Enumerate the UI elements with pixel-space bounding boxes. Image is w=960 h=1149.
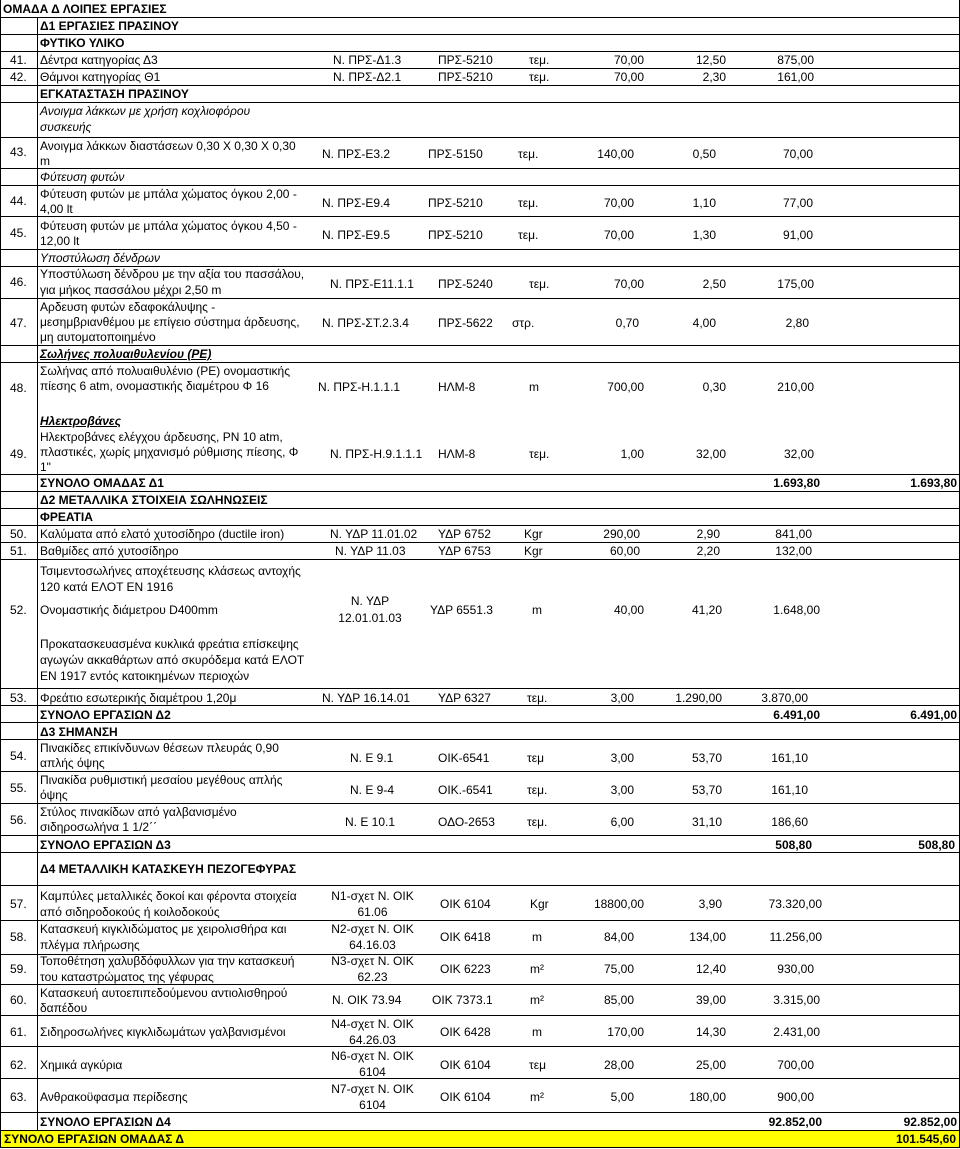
row-article: Ν. Ε 9-4 [350, 783, 395, 797]
rule [0, 525, 960, 526]
row-number: 57. [10, 897, 27, 911]
row-number: 55. [10, 781, 27, 795]
row-total: 77,00 [782, 196, 813, 210]
rule [0, 920, 960, 921]
row-quantity: 60,00 [609, 544, 640, 558]
row-number: 43. [10, 145, 27, 159]
row-article: Ν6-σχετ Ν. ΟΙΚ [331, 1049, 414, 1063]
rule [0, 722, 960, 723]
row-total: 930,00 [777, 962, 814, 976]
row-description: Ονομαστικής διάμετρου D400mm [40, 603, 218, 617]
rule [0, 1112, 960, 1113]
row-unit-price: 32,00 [695, 447, 726, 461]
row-quantity: 0,70 [615, 316, 639, 330]
row-description: πλαστικές, χωρίς μηχανισμό ρύθμισης πίεσης, Φ [40, 445, 299, 459]
row-unit: τεμ. [527, 783, 548, 797]
d1-sub-plant: ΦΥΤΙΚΟ ΥΛΙΚΟ [40, 36, 125, 50]
row-total: 161,10 [771, 783, 808, 797]
row-description: Φρεάτιο εσωτερικής διαμέτρου 1,20μ [40, 691, 237, 705]
row-total: 91,00 [782, 228, 813, 242]
rule [0, 216, 960, 217]
d4-subtotal-value: 92.852,00 [768, 1115, 822, 1129]
row-quantity: 140,00 [597, 147, 634, 161]
row-unit: τεμ. [529, 447, 550, 461]
row-description: απλής όψης [40, 756, 105, 770]
row-total: 2.431,00 [773, 1025, 820, 1039]
row-code: ΥΔΡ 6752 [438, 527, 491, 541]
row-total: 161,00 [777, 70, 814, 84]
d2-sub: ΦΡΕΑΤΙΑ [40, 510, 93, 524]
row-description: Δέντρα κατηγορίας Δ3 [40, 53, 158, 67]
row-unit: m [532, 1025, 542, 1039]
row-description: 120 κατά ΕΛΟΤ ΕΝ 1916 [40, 580, 174, 594]
row-total: 700,00 [777, 1058, 814, 1072]
row-unit: τεμ. [527, 691, 548, 705]
d4-subtotal-total: 92.852,00 [903, 1115, 957, 1129]
row-quantity: 75,00 [603, 962, 634, 976]
row-unit-price: 53,70 [691, 783, 722, 797]
row-number: 51. [10, 544, 27, 558]
row-total: 900,00 [777, 1090, 814, 1104]
rule [0, 51, 960, 52]
row-quantity: 70,00 [613, 53, 644, 67]
row-unit: m [532, 930, 542, 944]
row-total: 186,60 [771, 815, 808, 829]
row-total: 1.648,00 [773, 603, 820, 617]
italic-support: Υποστύλωση δένδρων [40, 251, 161, 265]
row-article: 62.23 [357, 970, 388, 984]
row-total: 32,00 [783, 447, 814, 461]
d3-subtotal-total: 508,80 [918, 838, 955, 852]
row-article: Ν. ΥΔΡ 11.03 [335, 544, 406, 558]
row-unit-price: 4,00 [692, 316, 716, 330]
row-description: Κατασκευή κιγκλιδώματος με χειρολισθήρα και [40, 922, 287, 936]
rule [0, 1015, 960, 1016]
row-quantity: 3,00 [610, 691, 634, 705]
row-description: Κατασκευή αυτοεπιπεδούμενου αντιολισθηρού [40, 986, 288, 1000]
row-article: Ν. ΠΡΣ-Ε11.1.1 [330, 277, 414, 291]
italic-planting: Φύτευση φυτών [40, 170, 125, 184]
row-code: ΟΙΚ 6104 [440, 897, 491, 911]
row-number: 63. [10, 1090, 27, 1104]
row-description: 1" [40, 460, 51, 474]
row-unit-price: 2,30 [702, 70, 726, 84]
row-number: 48. [10, 381, 27, 395]
row-total: 3.870,00 [761, 691, 808, 705]
rule [0, 984, 960, 985]
row-number: 62. [10, 1058, 27, 1072]
row-code: ΥΔΡ 6551.3 [430, 603, 493, 617]
row-description: 12,00 lt [40, 234, 80, 248]
row-quantity: 18800,00 [593, 897, 644, 911]
row-description: του καταστρώματος της γέφυρας [40, 970, 214, 984]
row-description: μη αυτοματοποιημένο [40, 330, 156, 344]
d3-subtotal-label: ΣΥΝΟΛΟ ΕΡΓΑΣΙΩΝ Δ3 [40, 838, 171, 852]
row-unit: τεμ [527, 751, 545, 765]
row-quantity: 28,00 [603, 1058, 634, 1072]
row-description: Τσιμεντοσωλήνες αποχέτευσης κλάσεως αντοχής [40, 564, 301, 578]
row-total: 73.320,00 [768, 897, 822, 911]
row-total: 2,80 [785, 316, 809, 330]
valves-header: Ηλεκτροβάνες [40, 414, 122, 428]
row-total: 875,00 [777, 53, 814, 67]
row-code: ΟΙΚ.-6541 [438, 783, 493, 797]
row-unit: Kgr [530, 897, 549, 911]
row-code: ΟΙΚ 6223 [440, 962, 491, 976]
row-code: ΠΡΣ-5210 [428, 228, 483, 242]
rule [0, 85, 960, 86]
row-description: δαπέδου [40, 1001, 88, 1015]
row-description: Προκατασκευασμένα κυκλικά φρεάτια επίσκεψης [40, 637, 299, 651]
row-code: ΠΡΣ-5210 [438, 70, 493, 84]
row-article: Ν4-σχετ Ν. ΟΙΚ [331, 1017, 414, 1031]
row-unit: τεμ. [529, 70, 550, 84]
row-article: Ν. ΠΡΣ-Δ1.3 [333, 53, 402, 67]
row-quantity: 85,00 [603, 993, 634, 1007]
row-description: Τοποθέτηση χαλυβδόφυλλων για την κατασκευή [40, 954, 295, 968]
rule [0, 185, 960, 186]
row-quantity: 84,00 [603, 930, 634, 944]
d3-title: Δ3 ΣΗΜΑΝΣΗ [40, 725, 118, 739]
row-number: 45. [10, 226, 27, 240]
row-description: αγωγών ακκαθάρτων από σκυρόδεμα κατά ΕΛΟΤ [40, 653, 305, 667]
row-quantity: 3,00 [610, 783, 634, 797]
d4-title: Δ4 ΜΕΤΑΛΛΙΚΗ ΚΑΤΑΣΚΕΥΗ ΠΕΖΟΓΕΦΥΡΑΣ [40, 862, 297, 876]
row-quantity: 5,00 [610, 1090, 634, 1104]
row-number: 44. [10, 194, 27, 208]
row-description: πλέγμα πλήρωσης [40, 938, 140, 952]
rule [0, 1147, 960, 1148]
rule [0, 34, 960, 35]
rule [0, 771, 960, 772]
row-article: Ν3-σχετ Ν. ΟΙΚ [331, 954, 414, 968]
row-description: Υποστύλωση δένδρου με την αξία του πασσάλου, [40, 267, 305, 281]
row-article: Ν. ΥΔΡ 16.14.01 [322, 691, 411, 705]
row-description: 4,00 lt [40, 202, 73, 216]
row-total: 841,00 [775, 527, 812, 541]
row-unit: τεμ. [518, 196, 539, 210]
row-description: Ανθρακοϋφασμα περίδεσης [40, 1090, 188, 1104]
row-quantity: 1,00 [620, 447, 644, 461]
row-article: 12.01.01.03 [338, 611, 402, 625]
row-code: ΟΙΚ 6428 [440, 1025, 491, 1039]
row-code: ΥΔΡ 6753 [438, 544, 491, 558]
rule [0, 362, 960, 363]
rule [0, 137, 960, 138]
d2-subtotal-label: ΣΥΝΟΛΟ ΕΡΓΑΣΙΩΝ Δ2 [40, 708, 171, 722]
grand-total-label: ΣΥΝΟΛΟ ΕΡΓΑΣΙΩΝ ΟΜΑΔΑΣ Δ [4, 1132, 184, 1146]
row-description: Στύλος πινακίδων από γαλβανισμένο [40, 805, 237, 819]
rule [0, 1078, 960, 1079]
rule [0, 474, 960, 475]
d1-subtotal-total: 1.693,80 [910, 476, 957, 490]
row-unit: Kgr [524, 527, 543, 541]
row-article: Ν. ΥΔΡ 11.01.02 [330, 527, 418, 541]
row-unit-price: 3,90 [698, 897, 722, 911]
row-description: Πινακίδες επικίνδυνων θέσεων πλευράς 0,90 [40, 741, 279, 755]
d2-subtotal-value: 6.491,00 [773, 708, 820, 722]
row-unit: m² [530, 962, 544, 976]
rule [0, 298, 960, 299]
row-unit-price: 2,50 [702, 277, 726, 291]
row-quantity: 40,00 [613, 603, 644, 617]
row-quantity: 700,00 [607, 380, 644, 394]
row-description: Φύτευση φυτών με μπάλα χώματος όγκου 4,50 - [40, 219, 297, 233]
row-code: ΟΙΚ 6418 [440, 930, 491, 944]
row-code: ΠΡΣ-5210 [428, 196, 483, 210]
rule-number-col [37, 17, 38, 1147]
row-description: από σιδηροδοκούς ή κοιλοδοκούς [40, 905, 220, 919]
rule [0, 17, 960, 18]
row-code: ΠΡΣ-5210 [438, 53, 493, 67]
row-code: ΠΡΣ-5240 [438, 277, 493, 291]
rule [0, 688, 960, 689]
rule [0, 803, 960, 804]
row-total: 3.315,00 [773, 993, 820, 1007]
row-description: για μήκος πασσάλου μέχρι 2,50 m [40, 283, 222, 297]
row-description: Καλύματα από ελατό χυτοσίδηρο (ductile iron) [40, 527, 285, 541]
row-code: ΟΙΚ 7373.1 [432, 993, 493, 1007]
row-article: Ν2-σχετ Ν. ΟΙΚ [331, 922, 414, 936]
row-number: 52. [10, 603, 27, 617]
grand-total-value: 101.545,60 [895, 1132, 956, 1146]
row-unit: m² [530, 993, 544, 1007]
row-article: Ν. Ε 9.1 [350, 751, 394, 765]
row-number: 61. [10, 1025, 27, 1039]
row-article: Ν. ΥΔΡ [350, 594, 390, 608]
row-number: 56. [10, 813, 27, 827]
rule [0, 852, 960, 853]
row-description: Καμπύλες μεταλλικές δοκοί και φέροντα στοιχεία [40, 889, 297, 903]
row-description: Χημικά αγκύρια [40, 1058, 123, 1072]
row-unit-price: 12,40 [695, 962, 726, 976]
rule [0, 168, 960, 169]
row-article: 6104 [359, 1065, 386, 1079]
row-unit-price: 31,10 [691, 815, 722, 829]
row-article: Ν. ΠΡΣ-Ε9.5 [322, 228, 391, 242]
row-unit: τεμ. [527, 815, 548, 829]
row-number: 60. [10, 993, 27, 1007]
row-description: Ανοιγμα λάκκων διαστάσεων 0,30 Χ 0,30 Χ 0,30 [40, 139, 296, 153]
row-unit-price: 0,30 [702, 380, 726, 394]
row-unit-price: 53,70 [691, 751, 722, 765]
row-description: Βαθμίδες από χυτοσίδηρο [40, 544, 179, 558]
row-unit-price: 41,20 [691, 603, 722, 617]
row-number: 59. [10, 962, 27, 976]
row-unit-price: 2,20 [696, 544, 720, 558]
row-article: 6104 [359, 1098, 386, 1112]
row-unit-price: 25,00 [695, 1058, 726, 1072]
row-description: Σιδηροσωλήνες κιγκλιδωμάτων γαλβανισμένοι [40, 1025, 286, 1039]
row-article: Ν. ΟΙΚ 73.94 [332, 993, 402, 1007]
row-quantity: 6,00 [610, 815, 634, 829]
rule [0, 345, 960, 346]
rule [0, 102, 960, 103]
row-quantity: 70,00 [613, 277, 644, 291]
rule [0, 542, 960, 543]
row-number: 47. [10, 316, 27, 330]
row-description: πίεσης 6 atm, ονομαστικής διαμέτρου Φ 16 [40, 379, 269, 393]
row-total: 132,00 [775, 544, 812, 558]
row-number: 49. [10, 447, 27, 461]
d2-subtotal-total: 6.491,00 [910, 708, 957, 722]
row-code: ΟΔΟ-2653 [438, 815, 495, 829]
d1-subtotal-value: 1.693,80 [773, 476, 820, 490]
row-unit: m [529, 380, 539, 394]
row-number: 46. [10, 275, 27, 289]
group-title: ΟΜΑΔΑ Δ ΛΟΙΠΕΣ ΕΡΓΑΣΙΕΣ [3, 2, 167, 16]
row-code: ΗΛΜ-8 [438, 447, 476, 461]
d1-title: Δ1 ΕΡΓΑΣΙΕΣ ΠΡΑΣΙΝΟΥ [40, 19, 179, 33]
row-total: 175,00 [777, 277, 814, 291]
row-article: Ν. ΠΡΣ-Η.9.1.1.1 [330, 447, 423, 461]
row-number: 53. [10, 691, 27, 705]
row-unit-price: 0,50 [692, 147, 716, 161]
row-code: ΠΡΣ-5150 [428, 147, 483, 161]
row-code: ΟΙΚ 6104 [440, 1058, 491, 1072]
row-unit: τεμ. [518, 147, 539, 161]
row-total: 11.256,00 [769, 930, 822, 944]
row-code: ΟΙΚ 6104 [440, 1090, 491, 1104]
row-code: ΟΙΚ-6541 [438, 751, 490, 765]
rule [0, 249, 960, 250]
row-code: ΠΡΣ-5622 [438, 316, 493, 330]
rule [0, 1046, 960, 1047]
row-quantity: 3,00 [610, 751, 634, 765]
d1-sub-install: ΕΓΚΑΤΑΣΤΑΣΗ ΠΡΑΣΙΝΟΥ [40, 87, 189, 101]
row-description: m [40, 154, 50, 168]
row-description: όψης [40, 788, 68, 802]
row-unit: m [532, 603, 542, 617]
row-description: Σωλήνας από πολυαιθυλένιο (PE) ονομαστικής [40, 364, 291, 378]
d4-subtotal-label: ΣΥΝΟΛΟ ΕΡΓΑΣΙΩΝ Δ4 [40, 1115, 171, 1129]
rule [0, 508, 960, 509]
row-article: Ν. ΠΡΣ-Ε9.4 [322, 196, 391, 210]
row-description: Φύτευση φυτών με μπάλα χώματος όγκου 2,00 - [40, 187, 297, 201]
row-number: 58. [10, 930, 27, 944]
rule [0, 68, 960, 69]
rule [0, 491, 960, 492]
row-number: 41. [10, 53, 27, 67]
row-quantity: 290,00 [603, 527, 640, 541]
row-article: Ν1-σχετ Ν. ΟΙΚ [331, 889, 414, 903]
italic-hole-line1: Ανοιγμα λάκκων με χρήση κοχλιοφόρου [40, 104, 251, 118]
row-article: 64.16.03 [349, 938, 396, 952]
row-unit-price: 2,90 [696, 527, 720, 541]
row-unit: στρ. [512, 316, 535, 330]
row-unit-price: 39,00 [695, 993, 726, 1007]
d3-subtotal-value: 508,80 [775, 838, 812, 852]
row-description: σιδηροσωλήνα 1 1/2΄΄ [40, 820, 158, 834]
row-description: Θάμνοι κατηγορίας Θ1 [40, 70, 161, 84]
row-article: Ν. ΠΡΣ-ΣΤ.2.3.4 [322, 316, 409, 330]
rule-left [0, 0, 1, 1148]
rule [0, 835, 960, 836]
row-description: ΕΝ 1917 εντός κατοικημένων περιοχών [40, 669, 250, 683]
row-number: 42. [10, 70, 27, 84]
rule [0, 705, 960, 706]
row-article: 64.26.03 [349, 1033, 396, 1047]
row-unit-price: 1,10 [692, 196, 716, 210]
row-unit: τεμ. [529, 277, 550, 291]
row-unit-price: 14,30 [695, 1025, 726, 1039]
d2-title: Δ2 ΜΕΤΑΛΛΙΚΑ ΣΤΟΙΧΕΙΑ ΣΩΛΗΝΩΣΕΙΣ [40, 493, 268, 507]
row-quantity: 170,00 [607, 1025, 644, 1039]
row-unit: Kgr [524, 544, 543, 558]
row-unit: τεμ. [529, 53, 550, 67]
row-unit-price: 134,00 [689, 930, 726, 944]
row-code: ΥΔΡ 6327 [438, 691, 491, 705]
row-total: 161,10 [771, 751, 808, 765]
d1-subtotal-label: ΣΥΝΟΛΟ ΟΜΑΔΑΣ Δ1 [40, 476, 164, 490]
row-unit: τεμ [529, 1058, 547, 1072]
row-code: ΗΛΜ-8 [438, 380, 476, 394]
row-number: 54. [10, 749, 27, 763]
row-unit: τεμ. [518, 228, 539, 242]
row-article: Ν7-σχετ Ν. ΟΙΚ [331, 1082, 414, 1096]
row-description: Πινακίδα ρυθμιστική μεσαίου μεγέθους απλής [40, 773, 283, 787]
row-article: Ν. ΠΡΣ-Ε3.2 [322, 147, 391, 161]
row-unit-price: 180,00 [689, 1090, 726, 1104]
row-total: 70,00 [782, 147, 813, 161]
row-unit: m² [530, 1090, 544, 1104]
row-quantity: 70,00 [603, 228, 634, 242]
rule [0, 559, 960, 560]
italic-hole-line2: συσκευής [40, 120, 92, 134]
row-unit-price: 1.290,00 [675, 691, 722, 705]
row-article: 61.06 [357, 905, 388, 919]
row-unit-price: 1,30 [692, 228, 716, 242]
row-description: Αρδευση φυτών εδαφοκάλυψης - [40, 300, 216, 314]
row-number: 50. [10, 527, 27, 541]
row-article: Ν. Ε 10.1 [345, 815, 396, 829]
row-unit-price: 12,50 [695, 53, 726, 67]
pe-header: Σωλήνες πολυαιθυλενίου (PE) [40, 347, 212, 361]
rule [0, 885, 960, 886]
rule [0, 739, 960, 740]
row-total: 210,00 [777, 380, 814, 394]
row-article: Ν. ΠΡΣ-Δ2.1 [333, 70, 402, 84]
row-description: μεσημβριανθέμου με επίγειο σύστημα άρδευσης, [40, 315, 300, 329]
row-quantity: 70,00 [603, 196, 634, 210]
row-description: Ηλεκτροβάνες ελέγχου άρδευσης, PN 10 atm, [40, 430, 283, 444]
row-quantity: 70,00 [613, 70, 644, 84]
row-article: Ν. ΠΡΣ-Η.1.1.1 [318, 380, 401, 394]
